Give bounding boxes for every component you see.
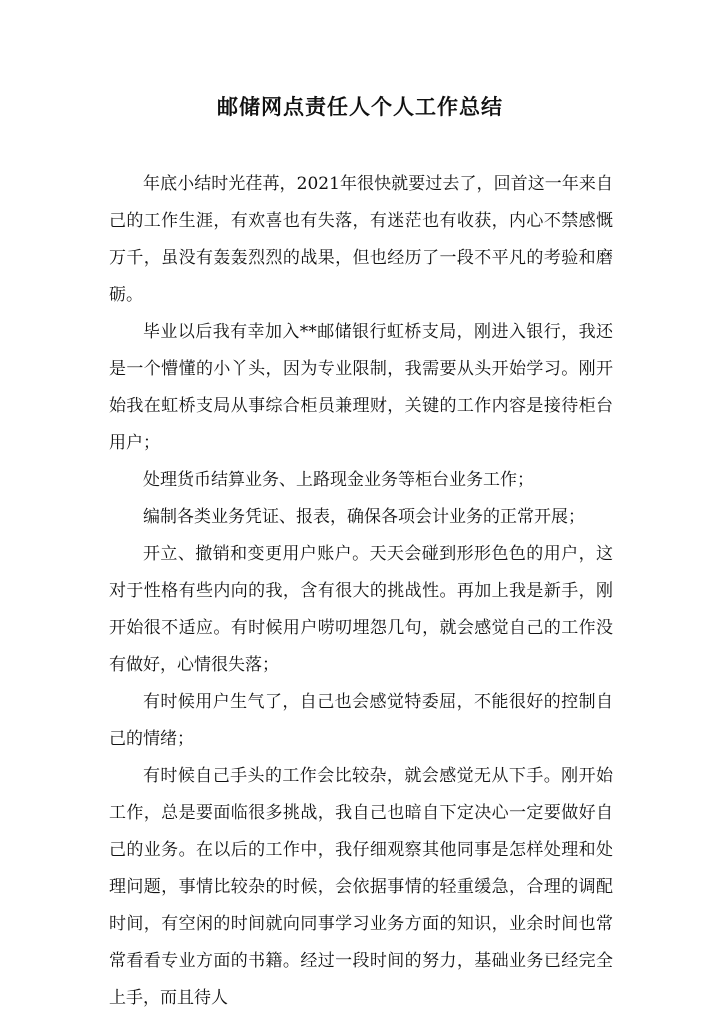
- paragraph: 处理货币结算业务、上路现金业务等柜台业务工作；: [143, 470, 534, 490]
- paragraph: 年底小结时光荏苒，2021年很快就要过去了，回首这一年来自己的工作生涯，有欢喜也有失落，有迷茫也有收获，内心不禁感慨万千，虽没有轰轰烈烈的战果，但也经历了一段不平凡的考验和磨砺。: [109, 174, 613, 305]
- document-body: [109, 166, 613, 1017]
- paragraph: 有时候用户生气了，自己也会感觉特委屈，不能很好的控制自己的情绪；: [109, 692, 613, 749]
- paragraph: 开立、撤销和变更用户账户。天天会碰到形形色色的用户，这对于性格有些内向的我，含有很大的挑战性。再加上我是新手，刚开始很不适应。有时候用户唠叨埋怨几句，就会感觉自己的工作没有做好，心情很失落；: [109, 544, 613, 675]
- paragraph: 有时候自己手头的工作会比较杂，就会感觉无从下手。刚开始工作，总是要面临很多挑战，我自己也暗自下定决心一定要做好自己的业务。在以后的工作中，我仔细观察其他同事是怎样处理和处理问题，事情比较杂的时候，会依据事情的轻重缓急，合理的调配时间，有空闲的时间就向同事学习业务方面的知识，业余时间也常常看看专业方面的书籍。经过一段时间的努力，基础业务已经完全上手，而且待人: [109, 766, 613, 1008]
- paragraph: 编制各类业务凭证、报表，确保各项会计业务的正常开展；: [143, 507, 585, 527]
- paragraph: 毕业以后我有幸加入**邮储银行虹桥支局，刚进入银行，我还是一个懵懂的小丫头，因为专业限制，我需要从头开始学习。刚开始我在虹桥支局从事综合柜员兼理财，关键的工作内容是接待柜台用户；: [109, 322, 613, 453]
- document-title: 邮储网点责任人个人工作总结: [217, 94, 503, 119]
